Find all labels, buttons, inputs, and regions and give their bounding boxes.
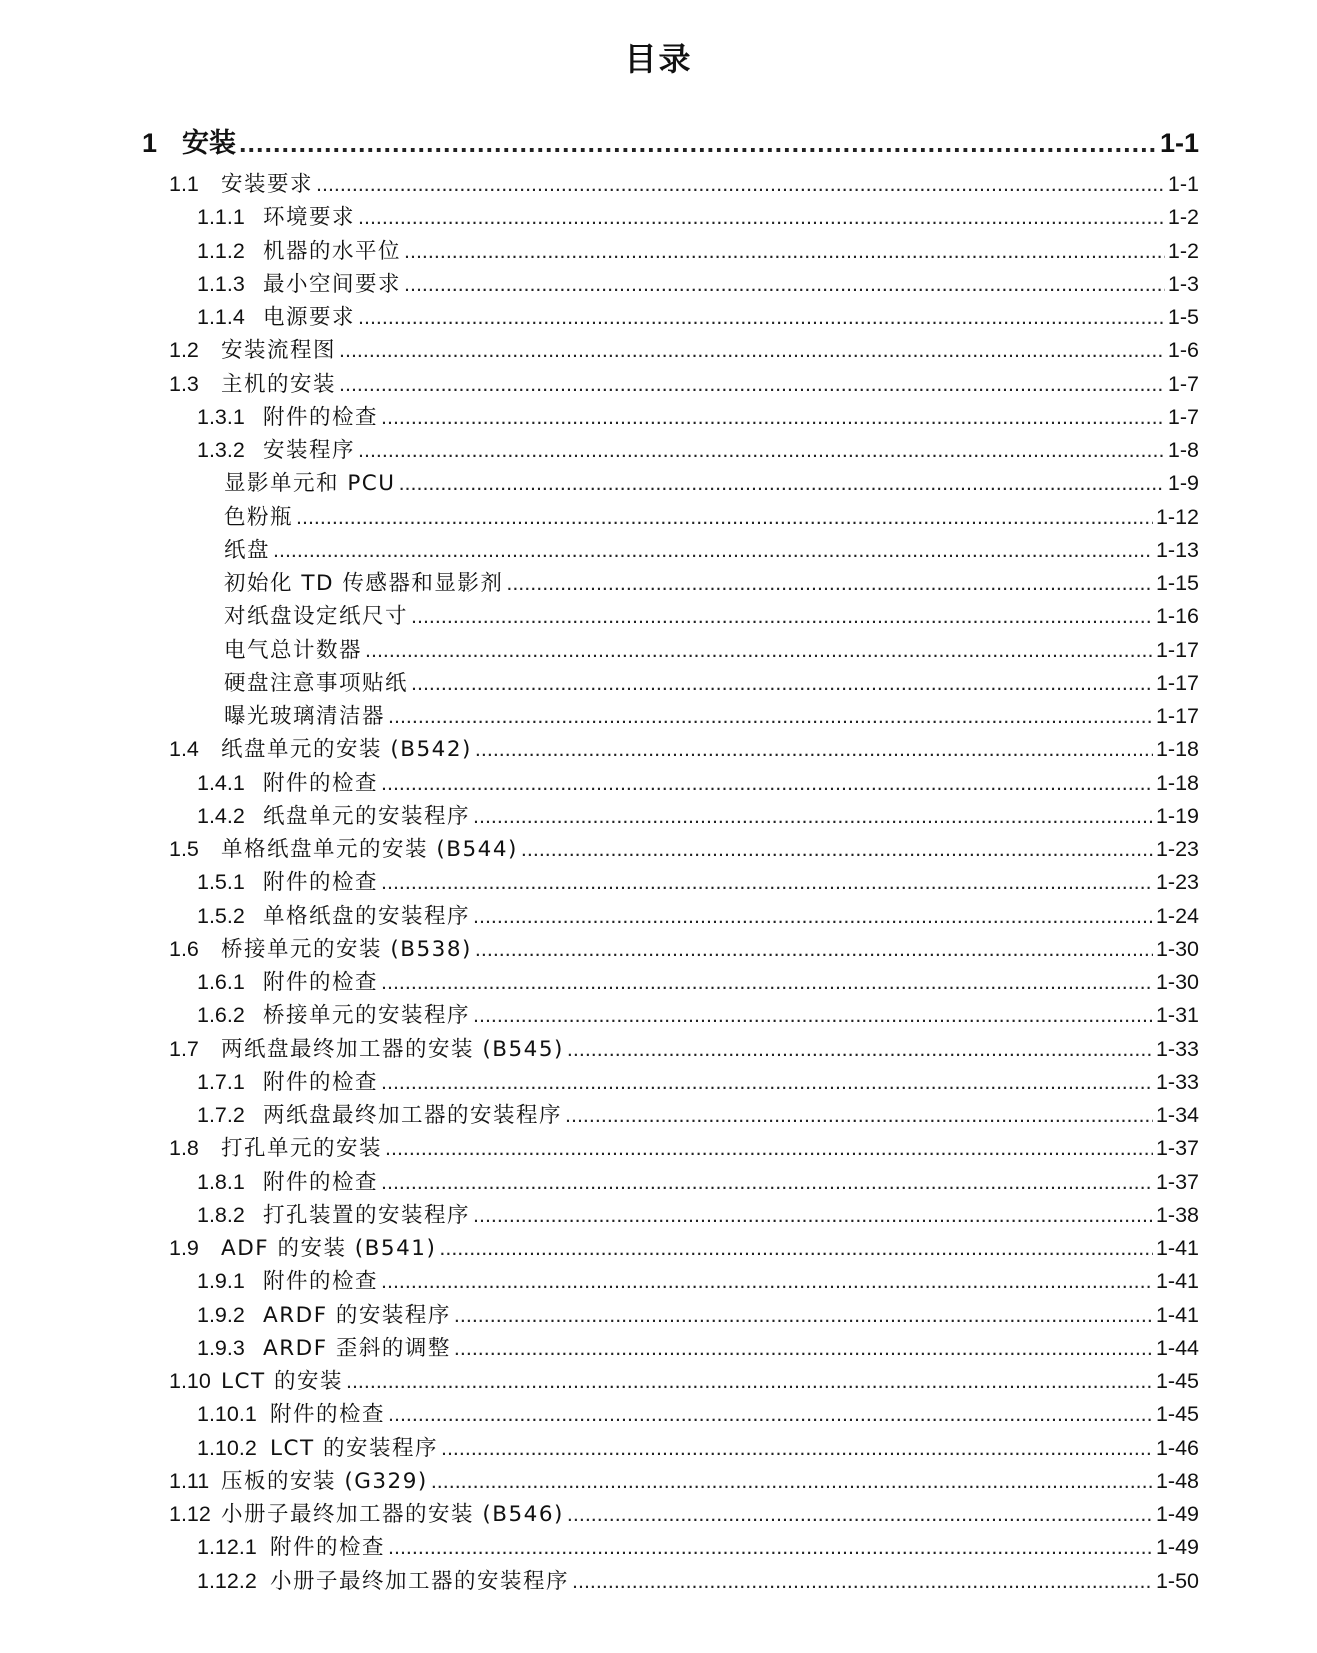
toc-entry[interactable] xyxy=(142,865,1199,898)
entry-title: LCT 的安装 xyxy=(221,1369,343,1394)
entry-number: 1.10.2 xyxy=(197,1435,257,1460)
entry-title: 附件的检查 xyxy=(263,1269,379,1295)
toc-entry[interactable] xyxy=(142,666,1199,699)
entry-title: 两纸盘最终加工器的安装程序 xyxy=(263,1103,563,1128)
entry-title: 电气总计数器 xyxy=(224,637,363,663)
toc-entry[interactable] xyxy=(142,1397,1199,1430)
dot-leader xyxy=(316,172,1165,197)
entry-number: 1.5.1 xyxy=(197,870,245,895)
dot-leader xyxy=(431,1469,1153,1494)
entry-page-number: 1-18 xyxy=(1155,737,1199,762)
dot-leader xyxy=(441,1436,1153,1461)
toc-entry[interactable] xyxy=(142,1198,1199,1231)
entry-number: 1.1.4 xyxy=(197,305,245,329)
entry-number: 1.1.2 xyxy=(197,238,245,263)
entry-number: 1.8 xyxy=(169,1136,199,1161)
toc-entry[interactable] xyxy=(142,799,1199,832)
entry-page-number: 1-8 xyxy=(1167,438,1199,462)
entry-number: 1.1.3 xyxy=(197,271,245,296)
entry-page-number: 1-15 xyxy=(1155,571,1199,595)
dot-leader xyxy=(358,438,1165,463)
entry-number: 1.4.1 xyxy=(197,770,245,795)
entry-number: 1.1.1 xyxy=(197,205,245,230)
entry-number: 1.4.2 xyxy=(197,803,245,828)
entry-title: 单格纸盘单元的安装 (B544) xyxy=(221,837,518,862)
entry-title: ADF 的安装 (B541) xyxy=(221,1236,437,1261)
entry-number: 1.11 xyxy=(169,1468,210,1493)
entry-number: 1.10.1 xyxy=(197,1402,257,1427)
entry-number: 1.3.1 xyxy=(197,404,245,429)
dot-leader xyxy=(473,1003,1153,1028)
dot-leader xyxy=(381,405,1165,430)
entry-number: 1.7 xyxy=(169,1036,199,1061)
entry-page-number: 1-13 xyxy=(1155,537,1199,562)
dot-leader xyxy=(506,571,1153,596)
entry-number: 1.9.2 xyxy=(197,1302,245,1327)
entry-page-number: 1-3 xyxy=(1167,271,1199,296)
dot-leader xyxy=(567,1037,1153,1062)
chapter-title: 安装 xyxy=(182,128,236,159)
dot-leader xyxy=(358,305,1165,330)
entry-page-number: 1-18 xyxy=(1155,770,1199,795)
dot-leader xyxy=(381,771,1153,796)
entry-page-number: 1-41 xyxy=(1155,1269,1199,1294)
dot-leader xyxy=(473,1203,1153,1228)
toc-entry[interactable] xyxy=(142,1497,1199,1530)
toc-entry[interactable] xyxy=(142,1298,1199,1331)
entry-page-number: 1-49 xyxy=(1155,1502,1199,1526)
toc-entry[interactable] xyxy=(142,533,1199,566)
toc-entry[interactable] xyxy=(142,466,1199,499)
entry-title: 安装程序 xyxy=(263,438,356,463)
entry-page-number: 1-34 xyxy=(1155,1103,1199,1127)
toc-entry[interactable] xyxy=(142,400,1199,433)
entry-number: 1.9.1 xyxy=(197,1269,245,1294)
toc-entry[interactable] xyxy=(142,1331,1199,1364)
entry-title: 曝光玻璃清洁器 xyxy=(224,704,386,729)
entry-number: 1.6.2 xyxy=(197,1003,245,1028)
dot-leader xyxy=(411,671,1153,696)
entry-title: ARDF 的安装程序 xyxy=(263,1302,451,1328)
toc-entry[interactable] xyxy=(142,1032,1199,1065)
entry-page-number: 1-23 xyxy=(1155,870,1199,895)
dot-leader xyxy=(399,471,1165,496)
entry-title: 纸盘单元的安装程序 xyxy=(263,803,471,829)
entry-page-number: 1-41 xyxy=(1155,1236,1199,1260)
entry-title: 附件的检查 xyxy=(263,970,379,995)
toc-entry[interactable] xyxy=(142,1231,1199,1264)
toc-entry[interactable] xyxy=(142,1131,1199,1164)
toc-chapter-entry[interactable] xyxy=(142,121,1199,167)
entry-title: 主机的安装 xyxy=(221,371,337,397)
entry-page-number: 1-19 xyxy=(1155,803,1199,828)
toc-entry[interactable] xyxy=(142,267,1199,300)
toc-entry[interactable] xyxy=(142,899,1199,932)
dot-leader xyxy=(473,804,1153,829)
entry-page-number: 1-30 xyxy=(1155,936,1199,961)
toc-entry[interactable] xyxy=(142,965,1199,998)
toc-entry[interactable] xyxy=(142,333,1199,366)
entry-page-number: 1-38 xyxy=(1155,1202,1199,1227)
entry-title: 纸盘 xyxy=(224,537,271,563)
toc-entry[interactable] xyxy=(142,599,1199,632)
entry-page-number: 1-6 xyxy=(1167,338,1199,363)
dot-leader xyxy=(404,272,1165,297)
toc-entry[interactable] xyxy=(142,732,1199,765)
entry-title: 两纸盘最终加工器的安装 (B545) xyxy=(221,1036,564,1062)
entry-number: 1.12 xyxy=(169,1502,211,1526)
entry-title: 打孔单元的安装 xyxy=(221,1136,383,1162)
entry-number: 1.8.2 xyxy=(197,1202,245,1227)
entry-page-number: 1-44 xyxy=(1155,1335,1199,1360)
dot-leader xyxy=(388,1535,1153,1560)
toc-entry[interactable] xyxy=(142,1165,1199,1198)
dot-leader xyxy=(521,837,1153,862)
entry-title: 小册子最终加工器的安装程序 xyxy=(270,1568,570,1594)
chapter-page-number: 1-1 xyxy=(1159,128,1199,158)
entry-title: 打孔装置的安装程序 xyxy=(263,1202,471,1228)
dot-leader xyxy=(411,604,1153,629)
entry-page-number: 1-33 xyxy=(1155,1069,1199,1094)
entry-title: 电源要求 xyxy=(263,305,356,330)
dot-leader xyxy=(385,1136,1153,1161)
entry-number: 1.10 xyxy=(169,1369,211,1393)
table-of-contents xyxy=(142,121,1199,1597)
entry-title: 小册子最终加工器的安装 (B546) xyxy=(221,1502,564,1527)
dot-leader xyxy=(404,239,1165,264)
entry-page-number: 1-31 xyxy=(1155,1003,1199,1028)
entry-title: 色粉瓶 xyxy=(224,504,294,530)
entry-page-number: 1-24 xyxy=(1155,903,1199,928)
dot-leader xyxy=(381,1269,1153,1294)
entry-title: 安装要求 xyxy=(221,172,314,197)
entry-page-number: 1-41 xyxy=(1155,1302,1199,1327)
dot-leader xyxy=(273,538,1153,563)
entry-number: 1.5 xyxy=(169,837,199,861)
entry-title: 附件的检查 xyxy=(270,1402,386,1428)
entry-title: 附件的检查 xyxy=(263,404,379,430)
dot-leader xyxy=(346,1369,1153,1394)
toc-entry[interactable] xyxy=(142,832,1199,865)
dot-leader xyxy=(339,372,1165,397)
entry-page-number: 1-48 xyxy=(1155,1468,1199,1493)
toc-entry[interactable] xyxy=(142,433,1199,466)
toc-entry[interactable] xyxy=(142,1431,1199,1464)
toc-entry[interactable] xyxy=(142,998,1199,1031)
dot-leader xyxy=(365,638,1153,663)
toc-entry[interactable] xyxy=(142,300,1199,333)
entry-title: LCT 的安装程序 xyxy=(270,1435,438,1461)
page-title: 目录 xyxy=(624,40,693,78)
dot-leader xyxy=(388,704,1153,729)
toc-entry[interactable] xyxy=(142,699,1199,732)
entry-title: 桥接单元的安装程序 xyxy=(263,1003,471,1029)
dot-leader xyxy=(565,1103,1153,1128)
toc-entry[interactable] xyxy=(142,1564,1199,1597)
entry-number: 1.3.2 xyxy=(197,438,245,462)
entry-title: 单格纸盘的安装程序 xyxy=(263,903,471,929)
dot-leader xyxy=(381,870,1153,895)
entry-title: 附件的检查 xyxy=(263,770,379,796)
dot-leader xyxy=(454,1336,1153,1361)
entry-number: 1.6 xyxy=(169,936,199,961)
entry-page-number: 1-30 xyxy=(1155,970,1199,994)
dot-leader xyxy=(381,1070,1153,1095)
entry-page-number: 1-17 xyxy=(1155,704,1199,728)
entry-title: 附件的检查 xyxy=(263,870,379,896)
toc-entry[interactable] xyxy=(142,566,1199,599)
toc-entry[interactable] xyxy=(142,1464,1199,1497)
entry-page-number: 1-16 xyxy=(1155,604,1199,629)
chapter-number: 1 xyxy=(142,128,158,158)
dot-leader xyxy=(439,1236,1153,1261)
entry-page-number: 1-12 xyxy=(1155,504,1199,529)
toc-entry[interactable] xyxy=(142,234,1199,267)
dot-leader xyxy=(388,1402,1153,1427)
entry-number: 1.9.3 xyxy=(197,1335,245,1360)
toc-entry[interactable] xyxy=(142,1364,1199,1397)
entry-title: 压板的安装 (G329) xyxy=(221,1468,428,1494)
entry-title: 显影单元和 PCU xyxy=(224,471,396,497)
entry-title: 对纸盘设定纸尺寸 xyxy=(224,604,409,630)
dot-leader xyxy=(475,937,1153,962)
dot-leader xyxy=(454,1303,1153,1328)
dot-leader xyxy=(381,1170,1153,1195)
toc-entry[interactable] xyxy=(142,1264,1199,1297)
entry-page-number: 1-7 xyxy=(1167,404,1199,429)
entry-number: 1.12.2 xyxy=(197,1568,257,1593)
entry-number: 1.4 xyxy=(169,737,199,762)
entry-title: 附件的检查 xyxy=(270,1535,386,1561)
entry-page-number: 1-49 xyxy=(1155,1535,1199,1560)
dot-leader xyxy=(339,338,1165,363)
entry-page-number: 1-33 xyxy=(1155,1036,1199,1061)
entry-title: 环境要求 xyxy=(263,205,356,231)
entry-number: 1.5.2 xyxy=(197,903,245,928)
toc-entry[interactable] xyxy=(142,200,1199,233)
entry-page-number: 1-50 xyxy=(1155,1568,1199,1593)
toc-entry[interactable] xyxy=(142,1530,1199,1563)
entry-number: 1.7.1 xyxy=(197,1069,245,1094)
entry-page-number: 1-23 xyxy=(1155,837,1199,861)
entry-title: 纸盘单元的安装 (B542) xyxy=(221,737,472,763)
entry-number: 1.3 xyxy=(169,371,199,396)
entry-number: 1.6.1 xyxy=(197,970,245,994)
entry-page-number: 1-37 xyxy=(1155,1169,1199,1194)
dot-leader xyxy=(239,128,1157,159)
entry-title: 附件的检查 xyxy=(263,1169,379,1195)
entry-title: ARDF 歪斜的调整 xyxy=(263,1335,451,1361)
entry-page-number: 1-7 xyxy=(1167,371,1199,396)
dot-leader xyxy=(296,505,1153,530)
toc-entry[interactable] xyxy=(142,1065,1199,1098)
entry-page-number: 1-37 xyxy=(1155,1136,1199,1161)
dot-leader xyxy=(572,1569,1153,1594)
toc-entry[interactable] xyxy=(142,1098,1199,1131)
entry-page-number: 1-2 xyxy=(1167,238,1199,263)
entry-title: 附件的检查 xyxy=(263,1069,379,1095)
toc-entry[interactable] xyxy=(142,500,1199,533)
entry-page-number: 1-46 xyxy=(1155,1435,1199,1460)
entry-number: 1.8.1 xyxy=(197,1169,245,1194)
toc-entry[interactable] xyxy=(142,167,1199,200)
entry-title: 安装流程图 xyxy=(221,338,337,364)
toc-entry[interactable] xyxy=(142,932,1199,965)
entry-page-number: 1-45 xyxy=(1155,1402,1199,1427)
dot-leader xyxy=(567,1502,1153,1527)
entry-page-number: 1-17 xyxy=(1155,670,1199,695)
entry-page-number: 1-45 xyxy=(1155,1369,1199,1393)
entry-page-number: 1-9 xyxy=(1167,471,1199,496)
dot-leader xyxy=(473,904,1153,929)
dot-leader xyxy=(381,970,1153,995)
dot-leader xyxy=(358,205,1165,230)
entry-title: 初始化 TD 传感器和显影剂 xyxy=(224,571,504,596)
toc-entry[interactable] xyxy=(142,766,1199,799)
entry-number: 1.9 xyxy=(169,1236,199,1260)
entry-number: 1.1 xyxy=(169,172,199,196)
entry-number: 1.2 xyxy=(169,338,199,363)
dot-leader xyxy=(475,737,1153,762)
entry-page-number: 1-1 xyxy=(1167,172,1199,196)
entry-number: 1.12.1 xyxy=(197,1535,257,1560)
toc-entry[interactable] xyxy=(142,633,1199,666)
entry-title: 桥接单元的安装 (B538) xyxy=(221,936,472,962)
entry-title: 硬盘注意事项贴纸 xyxy=(224,670,409,696)
entry-title: 机器的水平位 xyxy=(263,238,402,264)
entry-number: 1.7.2 xyxy=(197,1103,245,1127)
entry-page-number: 1-5 xyxy=(1167,305,1199,329)
entry-page-number: 1-17 xyxy=(1155,637,1199,662)
toc-entry[interactable] xyxy=(142,367,1199,400)
entry-title: 最小空间要求 xyxy=(263,271,402,297)
entry-page-number: 1-2 xyxy=(1167,205,1199,230)
